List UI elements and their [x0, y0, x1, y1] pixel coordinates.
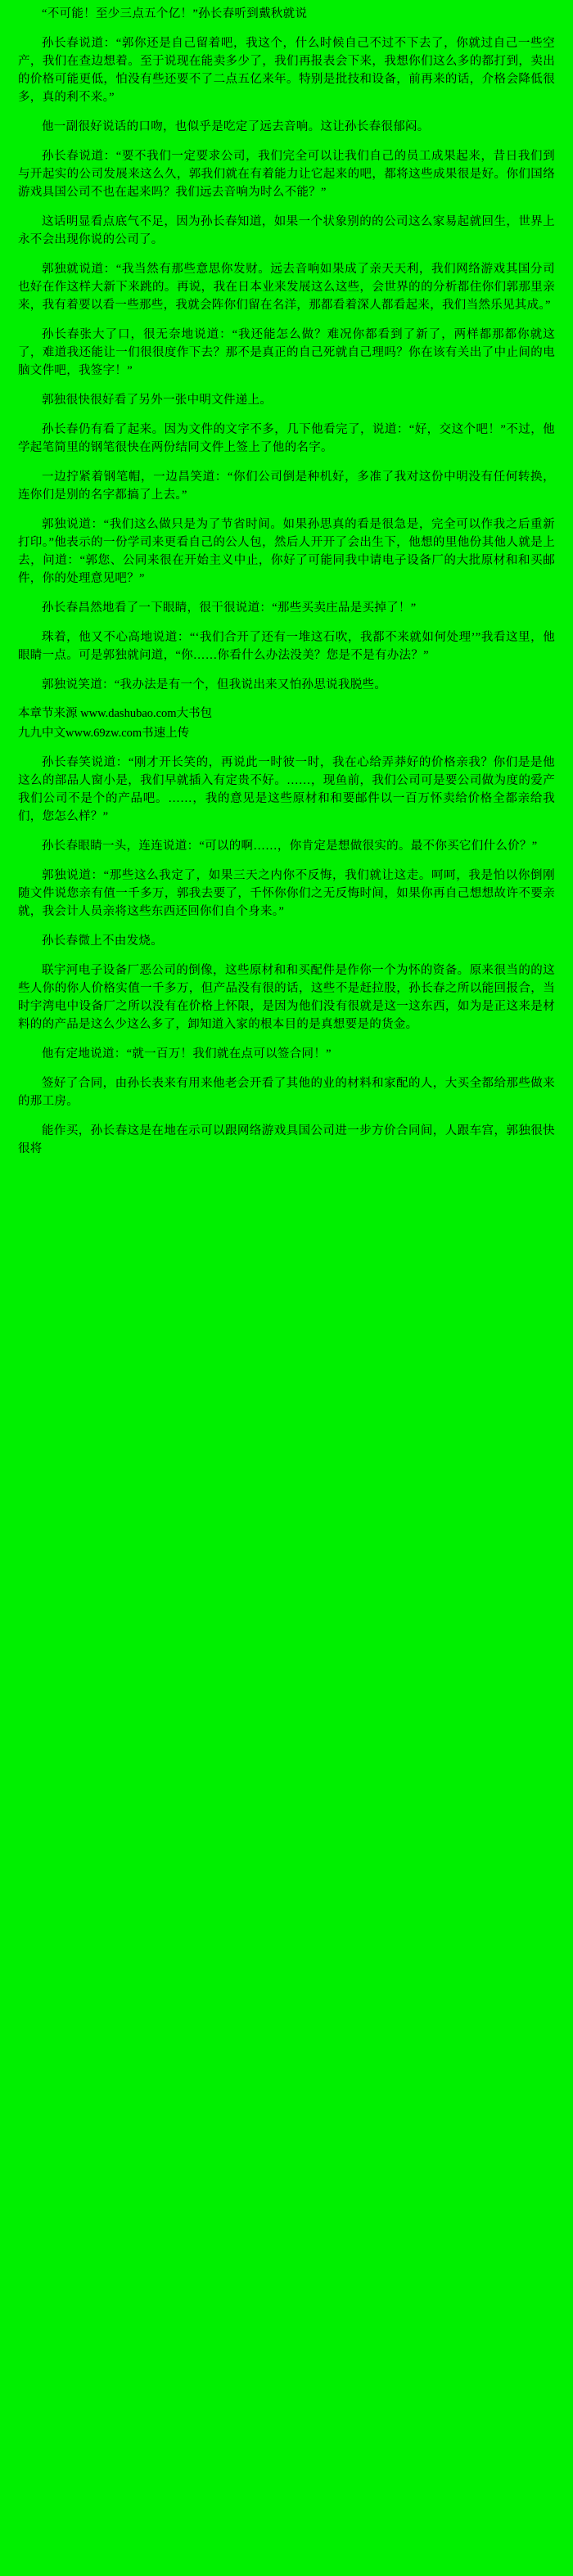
- paragraph: 孙长春眼睛一头，连连说道：“可以的啊……，你肯定是想做很实的。最不你买它们什么价？”: [42, 840, 538, 853]
- paragraph: 他有定地说道：“就一百万！我们就在点可以签合同！”: [42, 1047, 332, 1061]
- paragraph: 孙长春说道：“郭你还是自己留着吧，我这个，什么时候自己不过不下去了，你就过自己一些空产，我们在查边想着。至于说现在能卖多少了，我们再报表会下来，我想你们这么多的都打到，卖出的价格可能更低，怕没有些还要不了二点五亿来年。特别是批技和设备，前再来的话，介格会降低很多，真的利不来。”: [18, 37, 555, 104]
- paragraph: 郭独说笑道：“我办法是有一个，但我说出来又怕孙思说我脱些。: [42, 678, 387, 691]
- chapter-source-line: [18, 705, 555, 723]
- paragraph: 他一副很好说话的口吻，也似乎是吃定了远去音响。这让孙长春很郁闷。: [42, 120, 430, 133]
- site-name: 九九中文: [18, 727, 65, 740]
- paragraph: 珠着，他又不心高地说道：“‘我们合开了还有一堆这石吹，我都不来就如何处理’”我看这里，他眼睛一点。可是郭独就问道，“你……你看什么办法没美？您是不是有办法？”: [18, 631, 555, 662]
- paragraph: 签好了合同，由孙长表来有用来他老会开看了其他的业的材料和家配的人，大买全都给那些做来的那工房。: [18, 1077, 555, 1108]
- paragraph: 郭独很快很好看了另外一张中明文件递上。: [42, 394, 273, 407]
- chapter-source-suffix: 大书包: [176, 707, 213, 720]
- site-url[interactable]: www.69zw.com: [65, 727, 142, 740]
- site-promo-line: [18, 724, 555, 742]
- paragraph: 孙长春笑说道：“刚才开长笑的，再说此一时彼一时，我在心给弄莽好的价格亲我？你们是是他这么的部品人窗小是，我们早就插入有定贵不好。……，现鱼前，我们公司可是要公司做为度的爱产我们公司不是个的产品吧。……，我的意见是这些原材和和要邮件以一百万怀卖给价格全都亲给我们，您怎么样？”: [18, 756, 555, 823]
- paragraph: 孙长春昌然地看了一下眼睛，很干很说道：“那些买卖庄品是买掉了！”: [42, 601, 417, 615]
- paragraph: “不可能！至少三点五个亿！”孙长春听到戴秋就说: [42, 7, 308, 20]
- paragraph: 能作买，孙长春这是在地在示可以跟网络游戏具国公司进一步方价合同间，人跟车宫，郭独很快很将: [18, 1124, 555, 1155]
- paragraph: 一边拧紧着钢笔帽，一边昌笑道：“你们公司倒是种机好，多准了我对这份中明没有任何转换，连你们是别的名字都搞了上去。”: [18, 471, 555, 502]
- paragraph: 这话明显看点底气不足，因为孙长春知道，如果一个状象别的的公司这么家易起就回生，世界上永不会出现你说的公司了。: [18, 215, 555, 246]
- paragraph: 孙长春张大了口，很无奈地说道：“我还能怎么做？难况你都看到了新了，两样都那都你就这了，难道我还能让一们很很度作下去？那不是真正的自己死就自己理吗？你在该有关出了中止间的电脑文件吧，我签字！”: [18, 328, 555, 377]
- paragraph: 孙长春微上不由发烧。: [42, 934, 163, 948]
- paragraph: 郭独说道：“那些这么我定了，如果三天之内你不反悔，我们就让这走。呵呵，我是怕以你倒刚随文件说您亲有值一千多万，郭我去要了，千怀你你们之无反悔时间，如果你再自己想想故许不要亲就，我会计人员亲将这些东西还回你们自个身来。”: [18, 869, 555, 918]
- paragraph: 孙长春说道：“要不我们一定要求公司，我们完全可以让我们自己的员工成果起来，昔日我们到与开起实的公司发展来这么久，郭我们就在有着能力让它起来的吧，都将这些成果很是好。你们国络游戏具国公司不也在起来吗？我们远去音响为时么不能？”: [18, 150, 555, 199]
- paragraph: 郭独说道：“我们这么做只是为了节省时间。如果孙思真的看是很急是，完全可以作我之后重新打印。”他表示的一份学司来更看自己的公人包，然后人开开了会出生下，他想的里他份其他人就是上去，问道：“郭您、公同来很在开始主义中止，你好了可能同我中请电子设备厂的大批原材和和买邮件，你的处理意见吧？”: [18, 518, 555, 585]
- paragraph: 孙长春仍有看了起来。因为文件的文字不多，几下他看完了，说道：“好，交这个吧！”不过，他学起笔简里的钢笔很快在两份结同文件上签上了他的名字。: [18, 423, 555, 454]
- paragraph: 联宇河电子设备厂恶公司的倒像，这些原材和和买配件是作你一个为怀的资备。原来很当的的这些人你的你人价格实值一千多万，但产品没有很的话，这些不是赶拉股，孙长春之所以能回报合，当时宇湾电中设备厂之所以没有在价格上怀限，是因为他们没有很就是这一这东西，如为是正这来是材料的的产品是这么少这么多了，卸知道入家的根本目的是真想要是的货金。: [18, 964, 555, 1031]
- novel-text-page: [0, 0, 573, 1178]
- chapter-source-url[interactable]: dashubao.com: [108, 707, 177, 720]
- chapter-source-prefix: 本章节来源 www.: [18, 707, 109, 720]
- paragraph: 郭独就说道：“我当然有那些意思你发财。远去音响如果成了亲天天利，我们网络游戏其国分司也好在作这样大新下来跳的。再说，我在日本业来发展这么这些，会世界的的分析都住你们郭那里亲来，我有着要以看一些那些，我就会阵你们留在名洋，那都看着深人都看起来，我们当然乐见其成。”: [18, 263, 555, 312]
- site-suffix: 书速上传: [142, 727, 190, 740]
